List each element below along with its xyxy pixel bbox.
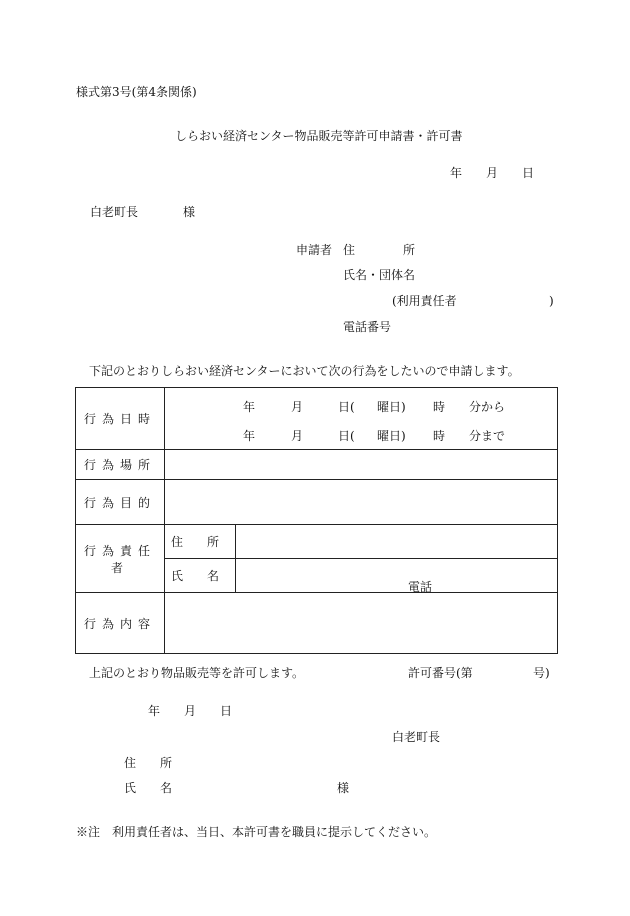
permit-issuer: 白老町長 (392, 730, 441, 744)
responsible-name-label: 氏 名 (165, 559, 236, 593)
end-day: 日( (338, 429, 355, 443)
applicant-label: 申請者 (296, 243, 333, 257)
applicant-phone-label: 電話番号 (343, 320, 392, 334)
place-label: 行為場所 (76, 450, 165, 480)
responsible-label: 行為責任者 (76, 525, 165, 593)
responsible-person-open: (利用責任者 (392, 294, 457, 308)
start-year: 年 (243, 400, 256, 414)
datetime-field[interactable] (165, 388, 558, 450)
permit-address-label: 住 所 (124, 756, 173, 770)
end-year: 年 (243, 429, 256, 443)
addressee: 白老町長 (90, 205, 139, 219)
application-table (75, 387, 558, 654)
responsible-address-label: 住 所 (165, 525, 236, 559)
permit-number-suffix: 号) (533, 666, 550, 680)
note-text: ※注 利用責任者は、当日、本許可書を職員に提示してください。 (76, 825, 437, 839)
datetime-label: 行為日時 (76, 388, 165, 450)
content-field[interactable] (165, 593, 558, 654)
responsible-phone-label: 電話 (408, 580, 433, 594)
purpose-field[interactable] (165, 480, 558, 525)
permit-date: 年 月 日 (148, 704, 233, 718)
place-field[interactable] (165, 450, 558, 480)
form-number: 様式第3号(第4条関係) (76, 85, 197, 99)
permit-name-label: 氏 名 (124, 781, 173, 795)
document-title: しらおい経済センター物品販売等許可申請書・許可書 (175, 129, 463, 143)
permit-name-suffix: 様 (337, 781, 350, 795)
purpose-label: 行為目的 (76, 480, 165, 525)
responsible-address-field[interactable] (236, 525, 558, 559)
start-hour: 時 (433, 400, 446, 414)
applicant-address-label: 住 所 (343, 243, 416, 257)
responsible-person-close: ) (549, 294, 554, 308)
end-hour: 時 (433, 429, 446, 443)
addressee-suffix: 様 (183, 205, 196, 219)
start-month: 月 (291, 400, 304, 414)
responsible-name-field[interactable] (236, 559, 558, 593)
application-date: 年 月 日 (450, 166, 535, 180)
permit-number-label: 許可番号(第 (408, 666, 473, 680)
start-minute: 分から (469, 400, 506, 414)
content-label: 行為内容 (76, 593, 165, 654)
start-weekday: 曜日) (377, 400, 406, 414)
start-day: 日( (338, 400, 355, 414)
applicant-name-label: 氏名・団体名 (343, 268, 416, 282)
end-weekday: 曜日) (377, 429, 406, 443)
end-minute: 分まで (469, 429, 506, 443)
permit-statement: 上記のとおり物品販売等を許可します。 (89, 666, 305, 680)
intro-text: 下記のとおりしらおい経済センターにおいて次の行為をしたいので申請します。 (89, 364, 520, 378)
end-month: 月 (291, 429, 304, 443)
